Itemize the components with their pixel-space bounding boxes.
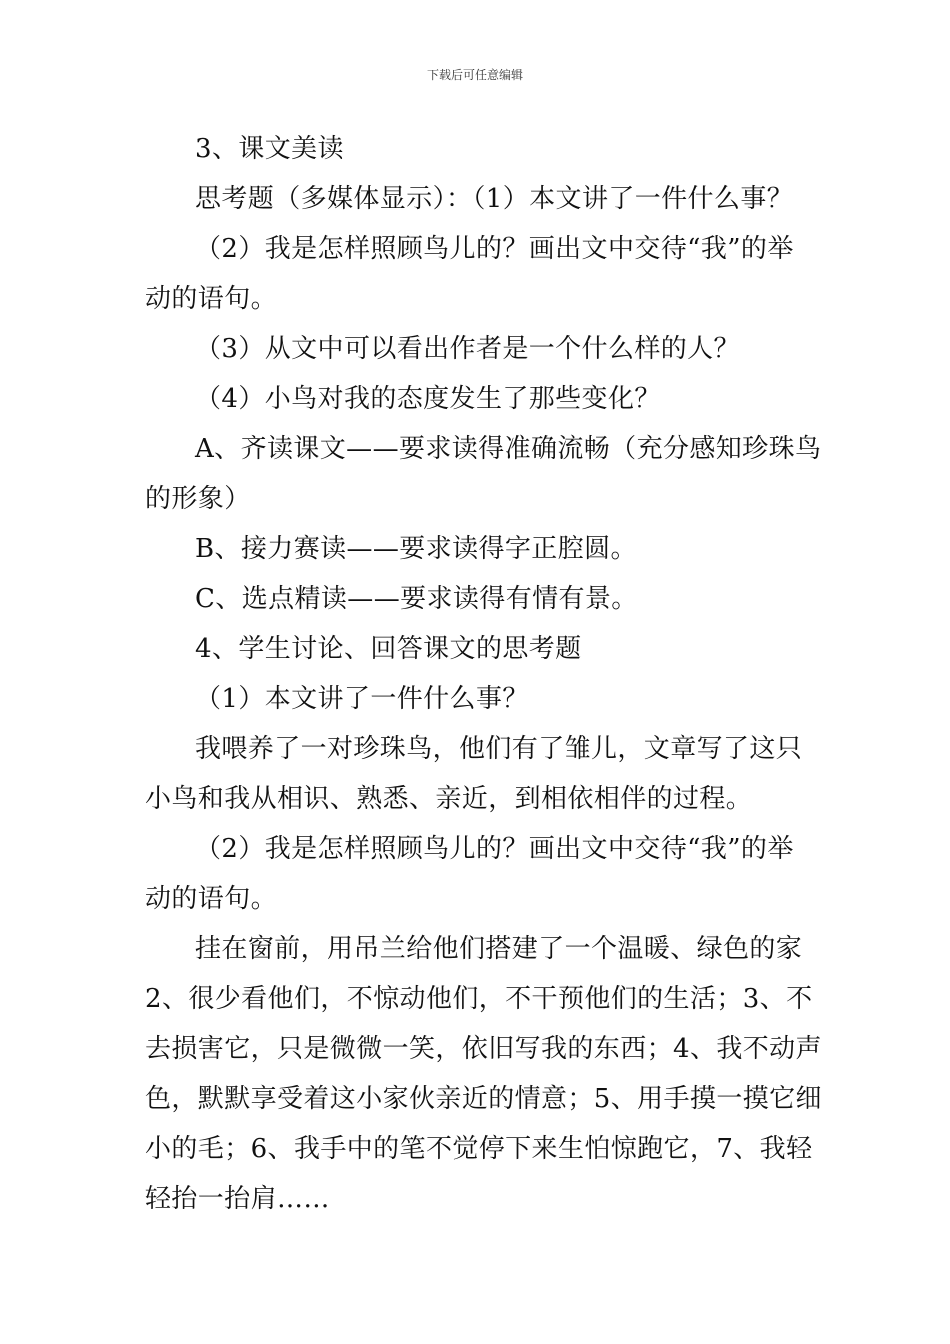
text-line: 挂在窗前，用吊兰给他们搭建了一个温暖、绿色的家	[195, 934, 803, 964]
text-line: （2）我是怎样照顾鸟儿的？画出文中交待“我”的举	[195, 834, 794, 864]
section-heading: 3、课文美读	[195, 134, 344, 164]
text-line: （3）从文中可以看出作者是一个什么样的人？	[195, 334, 740, 364]
text-line: 动的语句。	[145, 884, 278, 914]
text-line: （4）小鸟对我的态度发生了那些变化？	[195, 384, 661, 414]
text-line: B、接力赛读——要求读得字正腔圆。	[195, 534, 637, 564]
text-line: 2、很少看他们，不惊动他们，不干预他们的生活；3、不	[145, 984, 813, 1014]
text-line: （2）我是怎样照顾鸟儿的？画出文中交待“我”的举	[195, 234, 794, 264]
text-line: A、齐读课文——要求读得准确流畅（充分感知珍珠鸟	[195, 434, 822, 464]
text-line: 的形象）	[145, 484, 251, 514]
text-line: 色，默默享受着这小家伙亲近的情意；5、用手摸一摸它细	[145, 1084, 822, 1114]
text-line: 我喂养了一对珍珠鸟，他们有了雏儿，文章写了这只	[195, 734, 803, 764]
text-line: 小鸟和我从相识、熟悉、亲近，到相依相伴的过程。	[145, 784, 753, 814]
text-line: 动的语句。	[145, 284, 278, 314]
text-line: 去损害它，只是微微一笑，依旧写我的东西；4、我不动声	[145, 1034, 822, 1064]
text-line: 小的毛；6、我手中的笔不觉停下来生怕惊跑它，7、我轻	[145, 1134, 813, 1164]
section-heading: 4、学生讨论、回答课文的思考题	[195, 634, 582, 664]
text-line: 轻抬一抬肩……	[145, 1184, 330, 1214]
text-line: （1）本文讲了一件什么事？	[195, 684, 529, 714]
text-line: 思考题（多媒体显示）：（1）本文讲了一件什么事？	[195, 184, 794, 214]
page-header: 下载后可任意编辑	[426, 68, 523, 82]
text-line: C、选点精读——要求读得有情有景。	[195, 584, 638, 614]
